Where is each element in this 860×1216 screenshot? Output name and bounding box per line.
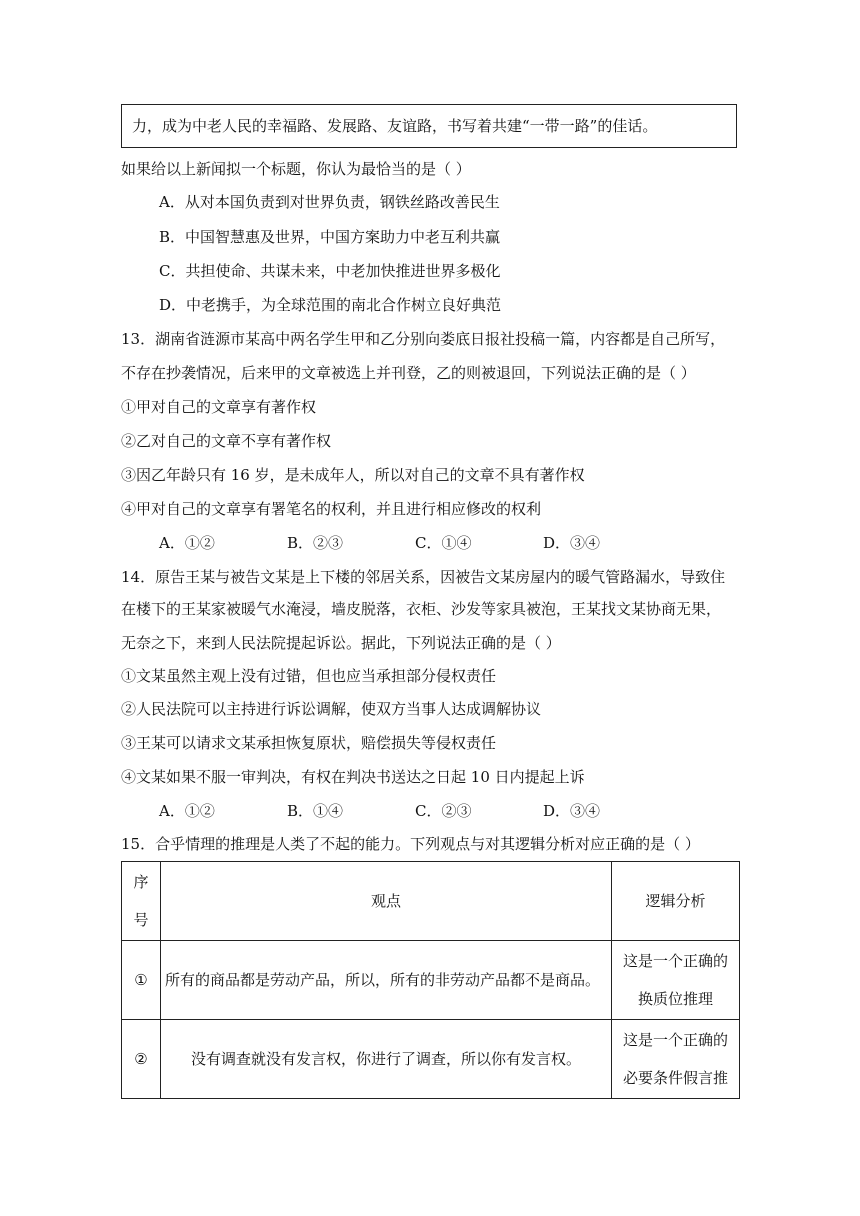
q14-choice-a[interactable]: A．①② [159,802,215,820]
q14-statement-1: ①文某虽然主观上没有过错，但也应当承担部分侵权责任 [121,667,497,685]
q13-choice-d[interactable]: D．③④ [543,534,601,552]
q12-option-b[interactable]: B．中国智慧惠及世界，中国方案助力中老互利共赢 [159,228,501,246]
row-number: ② [122,1020,161,1099]
news-excerpt-box [121,104,737,148]
table-row [122,1020,740,1099]
q14-choice-c[interactable]: C．②③ [415,802,472,820]
q12-option-d[interactable]: D．中老携手，为全球范围的南北合作树立良好典范 [159,296,502,314]
table-row [122,941,740,1020]
q13-statement-2: ②乙对自己的文章不享有著作权 [121,432,332,450]
q13-statement-4: ④甲对自己的文章享有署笔名的权利，并且进行相应修改的权利 [121,500,542,518]
q13-choice-b[interactable]: B．②③ [287,534,344,552]
q15-stem: 15．合乎情理的推理是人类了不起的能力。下列观点与对其逻辑分析对应正确的是（ ） [121,835,700,853]
row-number: ① [122,941,161,1020]
q14-statement-3: ③王某可以请求文某承担恢复原状，赔偿损失等侵权责任 [121,734,497,752]
header-number: 序号 [122,862,161,941]
q13-choices [159,533,671,553]
q13-statement-1: ①甲对自己的文章享有著作权 [121,398,317,416]
q14-stem-line-1: 14．原告王某与被告文某是上下楼的邻居关系，因被告文某房屋内的暖气管路漏水，导致住 [121,568,726,586]
q15-logic-table [121,861,740,1099]
q14-choice-b[interactable]: B．①④ [287,802,344,820]
news-excerpt-text: 力，成为中老人民的幸福路、发展路、友谊路，书写着共建“一带一路”的佳话。 [132,117,658,135]
header-analysis: 逻辑分析 [612,862,740,941]
q13-stem-line-1: 13．湖南省涟源市某高中两名学生甲和乙分别向娄底日报社投稿一篇，内容都是自己所写， [121,330,726,348]
q14-choices [159,801,671,821]
q14-statement-4: ④文某如果不服一审判决，有权在判决书送达之日起 10 日内提起上诉 [121,768,585,786]
q14-choice-d[interactable]: D．③④ [543,802,601,820]
q14-stem-line-2: 在楼下的王某家被暖气水淹浸，墙皮脱落，衣柜、沙发等家具被泡，王某找文某协商无果， [121,600,722,618]
q12-stem: 如果给以上新闻拟一个标题，你认为最恰当的是（ ） [121,160,471,178]
row-view: 没有调查就没有发言权，你进行了调查，所以你有发言权。 [161,1020,612,1099]
q13-choice-a[interactable]: A．①② [159,534,215,552]
table-header-row [122,862,740,941]
row-analysis: 这是一个正确的必要条件假言推 [612,1020,740,1099]
q14-stem-line-3: 无奈之下，来到人民法院提起诉讼。据此，下列说法正确的是（ ） [121,634,561,652]
q12-option-a[interactable]: A．从对本国负责到对世界负责，钢铁丝路改善民生 [159,193,500,211]
q13-stem-line-2: 不存在抄袭情况，后来甲的文章被选上并刊登，乙的则被退回，下列说法正确的是（ ） [121,364,696,382]
q13-statement-3: ③因乙年龄只有 16 岁，是未成年人，所以对自己的文章不具有著作权 [121,466,585,484]
header-view: 观点 [161,862,612,941]
q14-statement-2: ②人民法院可以主持进行诉讼调解，使双方当事人达成调解协议 [121,700,542,718]
q12-option-c[interactable]: C．共担使命、共谋未来，中老加快推进世界多极化 [159,262,501,280]
q13-choice-c[interactable]: C．①④ [415,534,472,552]
row-analysis: 这是一个正确的换质位推理 [612,941,740,1020]
row-view: 所有的商品都是劳动产品，所以，所有的非劳动产品都不是商品。 [161,941,612,1020]
